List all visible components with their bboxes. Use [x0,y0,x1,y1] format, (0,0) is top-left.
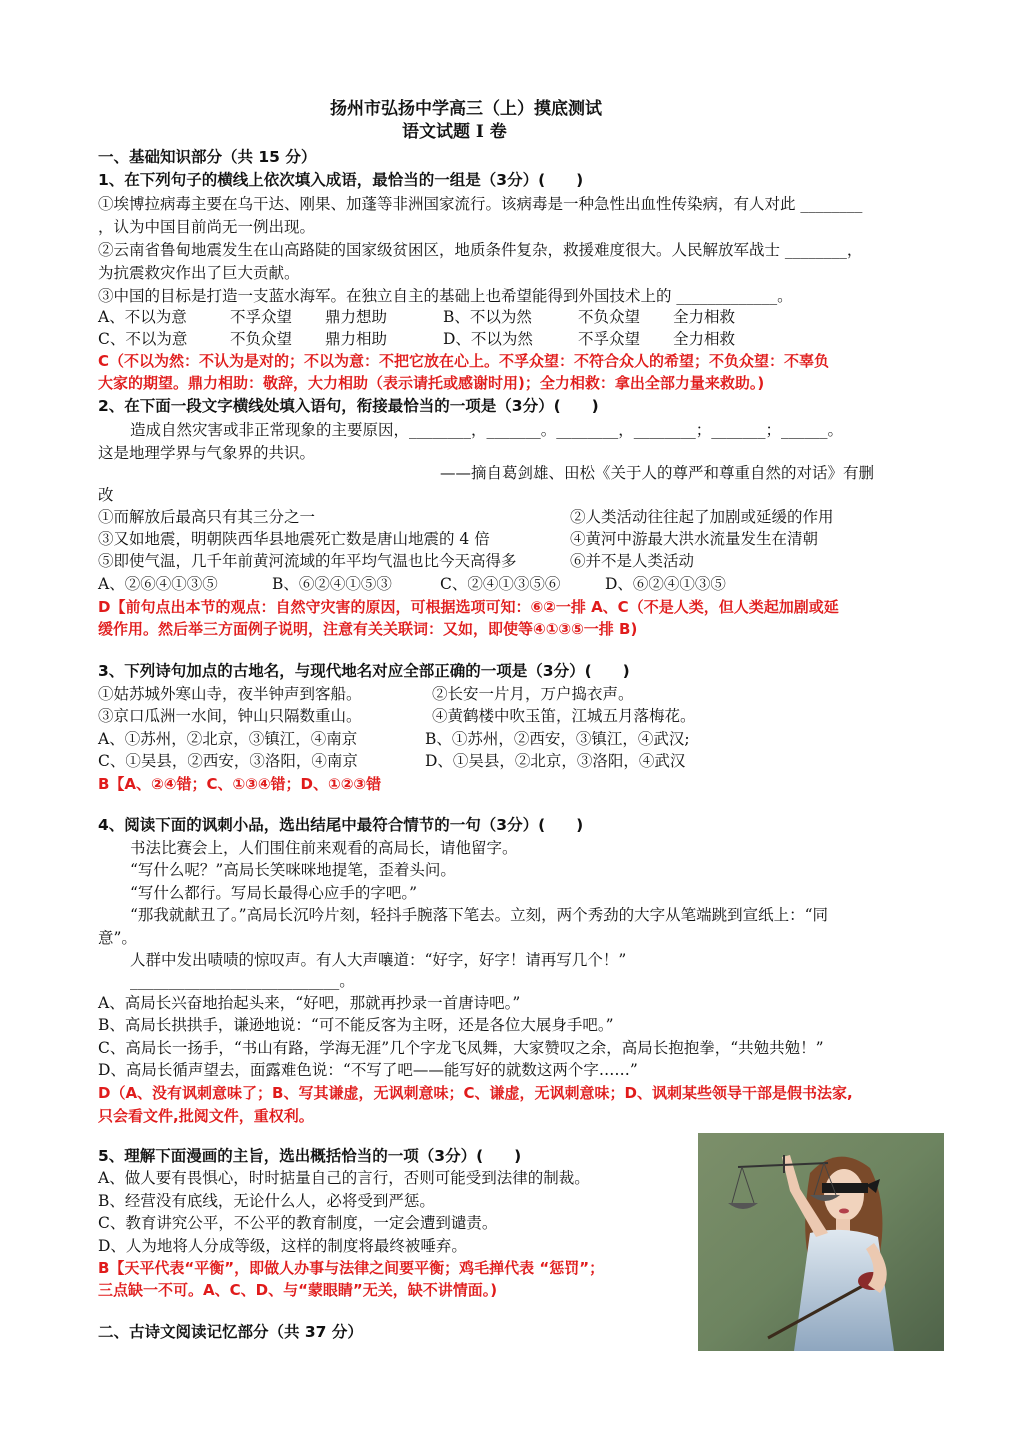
section-heading-classical: 二、古诗文阅读记忆部分（共 37 分） [98,1323,363,1341]
q1-answer-line-2: 大家的期望。鼎力相助：敬辞，大力相助（表示请托或感谢时用)；全力相救：拿出全部力量来救助。) [98,374,765,392]
q1-option-a: A、不以为意 [98,308,187,326]
q2-item-6: ⑥并不是人类活动 [570,552,695,570]
q4-passage-3: “写什么都行。写局长最得心应手的字吧。” [130,884,418,902]
q3-poem-4: ④黄鹤楼中吹玉笛，江城五月落梅花。 [432,707,696,725]
q2-answer-line-1: D【前句点出本节的观点：自然守灾害的原因，可根据选项可知：⑥②一排 A、C（不是人类，但人类起加剧或延 [98,598,839,616]
question-4-stem: 4、阅读下面的讽刺小品，选出结尾中最符合情节的一句（3分）( ) [98,816,584,834]
q2-item-2: ②人类活动往往起了加剧或延缓的作用 [570,508,834,526]
q1-sentence-1a: ①埃博拉病毒主要在乌干达、刚果、加蓬等非洲国家流行。该病毒是一种急性出血性传染病，有人对此 ________ [98,195,863,213]
q1-option-a-2: 不孚众望 [230,308,293,326]
q4-answer-line-1: D（A、没有讽刺意味了；B、写其谦虚，无讽刺意味；C、谦虚，无讽刺意味；D、讽刺某些领导干部是假书法家, [98,1084,853,1102]
q2-option-a: A、②⑥④①③⑤ [98,575,218,593]
question-3-stem: 3、下列诗句加点的古地名，与现代地名对应全部正确的一项是（3分）( ) [98,662,630,680]
q1-sentence-2b: 为抗震救灾作出了巨大贡献。 [98,264,300,282]
q5-option-d: D、人为地将人分成等级，这样的制度将最终被唾弃。 [98,1237,467,1255]
q4-blank-line: ___________________________。 [130,972,355,990]
question-1-stem: 1、在下列句子的横线上依次填入成语，最恰当的一组是（3分）( ) [98,171,584,189]
q1-option-d: D、不以为然 [443,330,533,348]
q1-option-b-3: 全力相救 [673,308,736,326]
q1-sentence-1b: ，认为中国目前尚无一例出现。 [98,218,316,236]
q2-passage-2: 这是地理学界与气象界的共识。 [98,444,316,462]
q1-sentence-3: ③中国的目标是打造一支蓝水海军。在独立自主的基础上也希望能得到外国技术上的 _____________。 [98,287,793,305]
q1-option-a-3: 鼎力想助 [325,308,388,326]
q3-option-c: C、①吴县，②西安，③洛阳，④南京 [98,752,358,770]
q4-passage-4a: “那我就献丑了。”高局长沉吟片刻，轻抖手腕落下笔去。立刻，两个秀劲的大字从笔端跳到宣纸上：“同 [130,906,829,924]
q2-item-4: ④黄河中游最大洪水流量发生在清朝 [570,530,819,548]
q4-option-d: D、高局长循声望去，面露难色说：“不写了吧——能写好的就数这两个字……” [98,1061,638,1079]
q1-option-d-3: 全力相救 [673,330,736,348]
q5-option-c: C、教育讲究公平，不公平的教育制度，一定会遭到谴责。 [98,1214,498,1232]
q1-option-c: C、不以为意 [98,330,188,348]
q2-item-5: ⑤即使气温，几千年前黄河流域的年平均气温也比今天高得多 [98,552,517,570]
q1-option-c-2: 不负众望 [230,330,293,348]
q5-option-b: B、经营没有底线，无论什么人，必将受到严惩。 [98,1192,435,1210]
q2-passage-1: 造成自然灾害或非正常现象的主要原因，________，_______。________，________；_______；______。 [130,421,844,439]
q3-option-d: D、①吴县，②北京，③洛阳，④武汉 [425,752,686,770]
q3-poem-1: ①姑苏城外寒山寺，夜半钟声到客船。 [98,685,362,703]
q4-passage-4b: 意”。 [98,929,137,947]
q4-passage-1: 书法比赛会上，人们围住前来观看的高局长，请他留字。 [130,839,518,857]
question-5-stem: 5、理解下面漫画的主旨，选出概括恰当的一项（3分）( ) [98,1147,522,1165]
q3-poem-2: ②长安一片月，万户捣衣声。 [432,685,634,703]
q2-source-cont: 改 [98,486,114,504]
q1-answer-line-1: C（不以为然：不认为是对的；不以为意：不把它放在心上。不孚众望：不符合众人的希望；不负众望：不辜负 [98,352,830,370]
exam-title: 扬州市弘扬中学高三（上）摸底测试 [330,99,602,119]
q1-option-c-3: 鼎力相助 [325,330,388,348]
q2-option-b: B、⑥②④①⑤③ [272,575,392,593]
q4-option-c: C、高局长一扬手，“书山有路，学海无涯”几个字龙飞凤舞，大家赞叹之余，高局长抱抱拳，“共勉共勉！” [98,1039,824,1057]
question-2-stem: 2、在下面一段文字横线处填入语句，衔接最恰当的一项是（3分）( ) [98,397,599,415]
q2-option-c: C、②④①③⑤⑥ [440,575,561,593]
q4-option-b: B、高局长拱拱手，谦逊地说：“可不能反客为主呀，还是各位大展身手吧。” [98,1016,614,1034]
q3-poem-3: ③京口瓜洲一水间，钟山只隔数重山。 [98,707,362,725]
q4-passage-5: 人群中发出啧啧的惊叹声。有人大声嚷道：“好字，好字！请再写几个！” [130,951,627,969]
q2-item-3: ③又如地震，明朝陕西华县地震死亡数是唐山地震的 4 倍 [98,530,490,548]
exam-subtitle: 语文试题 I 卷 [402,122,507,142]
q4-passage-2: “写什么呢？”高局长笑咪咪地提笔，歪着头问。 [130,861,456,879]
q1-sentence-2a: ②云南省鲁甸地震发生在山高路陡的国家级贫困区，地质条件复杂，救援难度很大。人民解放军战士 ________， [98,241,863,259]
q4-answer-line-2: 只会看文件,批阅文件，重权利。 [98,1107,314,1125]
q2-item-1: ①而解放后最高只有其三分之一 [98,508,316,526]
section-heading-basic: 一、基础知识部分（共 15 分） [98,148,317,166]
q3-answer: B【A、②④错；C、①③④错；D、①②③错 [98,775,382,793]
q2-source: ——摘自葛剑雄、田松《关于人的尊严和尊重自然的对话》有删 [440,464,875,482]
q1-option-d-2: 不孚众望 [578,330,641,348]
justice-cartoon-icon [698,1133,944,1351]
q4-option-a: A、高局长兴奋地抬起头来，“好吧，那就再抄录一首唐诗吧。” [98,994,521,1012]
q3-option-a: A、①苏州，②北京，③镇江，④南京 [98,730,358,748]
q5-answer-line-1: B【天平代表“平衡”，即做人办事与法律之间要平衡；鸡毛掸代表 “惩罚”； [98,1259,605,1277]
q5-answer-line-2: 三点缺一不可。A、C、D、与“蒙眼睛”无关，缺不讲情面。) [98,1281,498,1299]
q1-option-b-2: 不负众望 [578,308,641,326]
q2-option-d: D、⑥②④①③⑤ [605,575,726,593]
q3-option-b: B、①苏州，②西安，③镇江，④武汉; [425,730,690,748]
q2-answer-line-2: 缓作用。然后举三方面例子说明，注意有关关联词：又如，即使等④①③⑤一排 B) [98,620,638,638]
q5-option-a: A、做人要有畏惧心，时时掂量自己的言行，否则可能受到法律的制裁。 [98,1169,590,1187]
q1-option-b: B、不以为然 [443,308,532,326]
